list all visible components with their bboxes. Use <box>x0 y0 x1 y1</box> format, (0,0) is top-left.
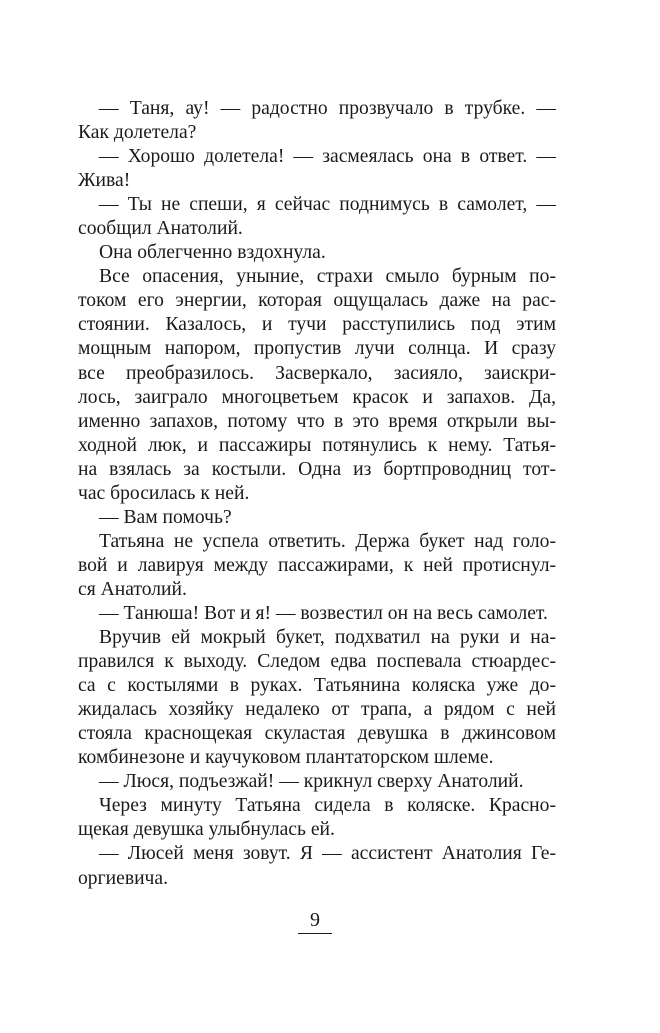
paragraph-line: вой и лавируя между пассажирами, к ней протиснул- <box>78 554 556 576</box>
paragraph-first-line: — Люсей меня зовут. Я — ассистент Анатолия Ге- <box>99 843 556 865</box>
paragraph-line: щекая девушка улыбнулась ей. <box>78 819 335 841</box>
paragraph-first-line: — Ты не спеши, я сейчас поднимусь в самолет, — <box>99 194 556 216</box>
paragraph-first-line: — Вам помочь? <box>99 506 232 528</box>
paragraph-line: оргиевича. <box>78 867 168 889</box>
paragraph-line: Как долетела? <box>78 122 197 144</box>
paragraph-line: стоянии. Казалось, и тучи расступились под этим <box>78 314 556 336</box>
page-number-rule <box>298 933 332 934</box>
paragraph-line: са с костылями в руках. Татьянина коляска уже до- <box>78 675 556 697</box>
paragraph-first-line: Вручив ей мокрый букет, подхватил на руки и на- <box>99 627 556 649</box>
paragraph-first-line: — Танюша! Вот и я! — возвестил он на весь самолет. <box>99 602 548 624</box>
paragraph-line: лось, заиграло многоцветьем красок и запахов. Да, <box>78 386 556 408</box>
paragraph-first-line: — Люся, подъезжай! — крикнул сверху Анатолий. <box>99 771 524 793</box>
paragraph-line: ся Анатолий. <box>78 578 187 600</box>
paragraph-line: жидалась хозяйку недалеко от трапа, а рядом с ней <box>78 699 556 721</box>
paragraph-line: Жива! <box>78 170 131 192</box>
paragraph-line: стояла краснощекая скуластая девушка в джинсовом <box>78 723 556 745</box>
paragraph-first-line: Все опасения, уныние, страхи смыло бурным по- <box>99 266 556 288</box>
paragraph-first-line: Через минуту Татьяна сидела в коляске. Красно- <box>99 795 556 817</box>
paragraph-line: все преобразилось. Засверкало, засияло, заискри- <box>78 362 556 384</box>
paragraph-line: ходной люк, и пассажиры потянулись к нему. Татья- <box>78 434 556 456</box>
paragraph-first-line: Татьяна не успела ответить. Держа букет над голо- <box>99 530 556 552</box>
paragraph-line: током его энергии, которая ощущалась даже на рас- <box>78 290 556 312</box>
paragraph-line: сообщил Анатолий. <box>78 218 243 240</box>
body-text <box>78 97 556 891</box>
paragraph-line: именно запахов, потому что в это время открыли вы- <box>78 410 556 432</box>
paragraph-line: комбинезоне и каучуковом плантаторском шлеме. <box>78 747 494 769</box>
paragraph-line: на взялась за костыли. Одна из бортпроводниц тот- <box>78 458 556 480</box>
paragraph-line: час бросилась к ней. <box>78 482 250 504</box>
page-number: 9 <box>310 909 320 931</box>
paragraph-first-line: Она облегченно вздохнула. <box>99 242 326 264</box>
paragraph-line: мощным напором, пропустив лучи солнца. И сразу <box>78 338 556 360</box>
paragraph-first-line: — Хорошо долетела! — засмеялась она в ответ. — <box>99 146 556 168</box>
paragraph-line: правился к выходу. Следом едва поспевала стюардес- <box>78 651 556 673</box>
paragraph-first-line: — Таня, ау! — радостно прозвучало в трубке. — <box>99 98 556 119</box>
